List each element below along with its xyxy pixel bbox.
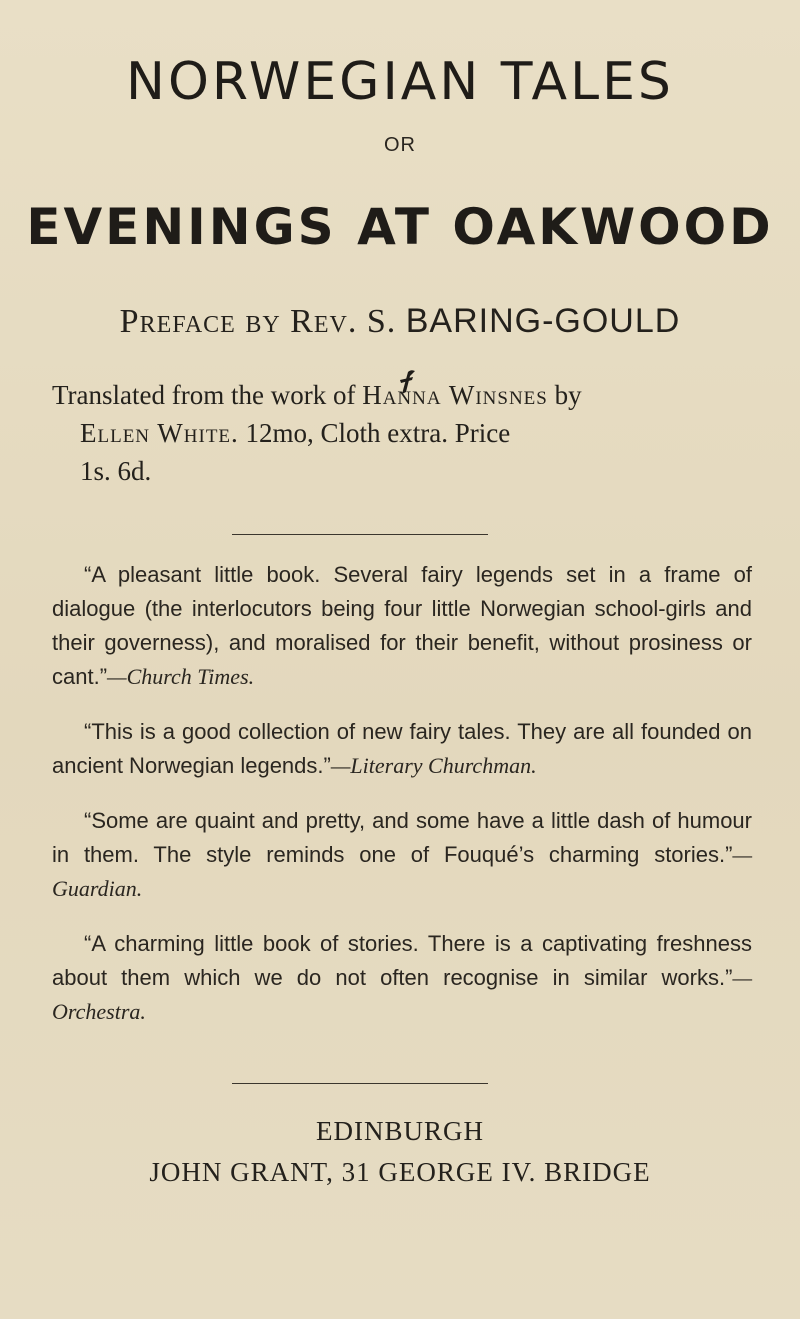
- review-quote: “A charming little book of stories. There is a captivating freshness about them which we do not often recognise in similar works.”: [52, 931, 752, 990]
- divider-rule-top: [232, 534, 488, 535]
- book-subtitle: EVENINGS AT OAKWOOD: [26, 198, 774, 256]
- review-quote: “This is a good collection of new fairy tales. They are all founded on ancient Norwegian legends.”: [52, 719, 752, 778]
- price: 1s. 6d.: [80, 456, 152, 486]
- review-guardian: [52, 804, 752, 906]
- review-church-times: [52, 558, 752, 694]
- translation-line-2: [52, 414, 752, 452]
- review-source: —Orchestra.: [52, 965, 752, 1024]
- review-literary-churchman: [52, 715, 752, 783]
- imprint-city: EDINBURGH: [316, 1116, 484, 1146]
- translation-text-2: by: [547, 380, 582, 410]
- review-quote: “Some are quaint and pretty, and some have a little dash of humour in them. The style reminds one of Fouqué’s charming stories.”: [52, 808, 752, 867]
- title-connector: OR: [384, 134, 416, 156]
- divider-rule-bottom: [232, 1083, 488, 1084]
- original-author: Hanna Winsnes: [362, 380, 548, 410]
- preface-line: [0, 302, 800, 341]
- preface-prefix: Preface by Rev. S.: [119, 303, 397, 340]
- review-source: —Literary Churchman.: [330, 753, 537, 778]
- translation-notice: [52, 376, 752, 490]
- review-source: —Church Times.: [107, 664, 255, 689]
- imprint-publisher: JOHN GRANT, 31 GEORGE IV. BRIDGE: [149, 1157, 651, 1187]
- book-title: NORWEGIAN TALES: [126, 52, 674, 112]
- review-source: —Guardian.: [52, 842, 752, 901]
- format-and-binding: 12mo, Cloth extra. Price: [238, 418, 511, 448]
- translation-text-1: Translated from the work of: [52, 380, 363, 410]
- translator-name: Ellen White.: [80, 418, 239, 448]
- preface-author: BARING-GOULD: [405, 302, 681, 340]
- press-reviews: [52, 558, 752, 1050]
- review-quote: “A pleasant little book. Several fairy legends set in a frame of dialogue (the interlocutors being four little Norwegian school-girls and their governess), and moralised for their benefit, without prosiness or cant.”: [52, 562, 752, 689]
- review-orchestra: [52, 927, 752, 1029]
